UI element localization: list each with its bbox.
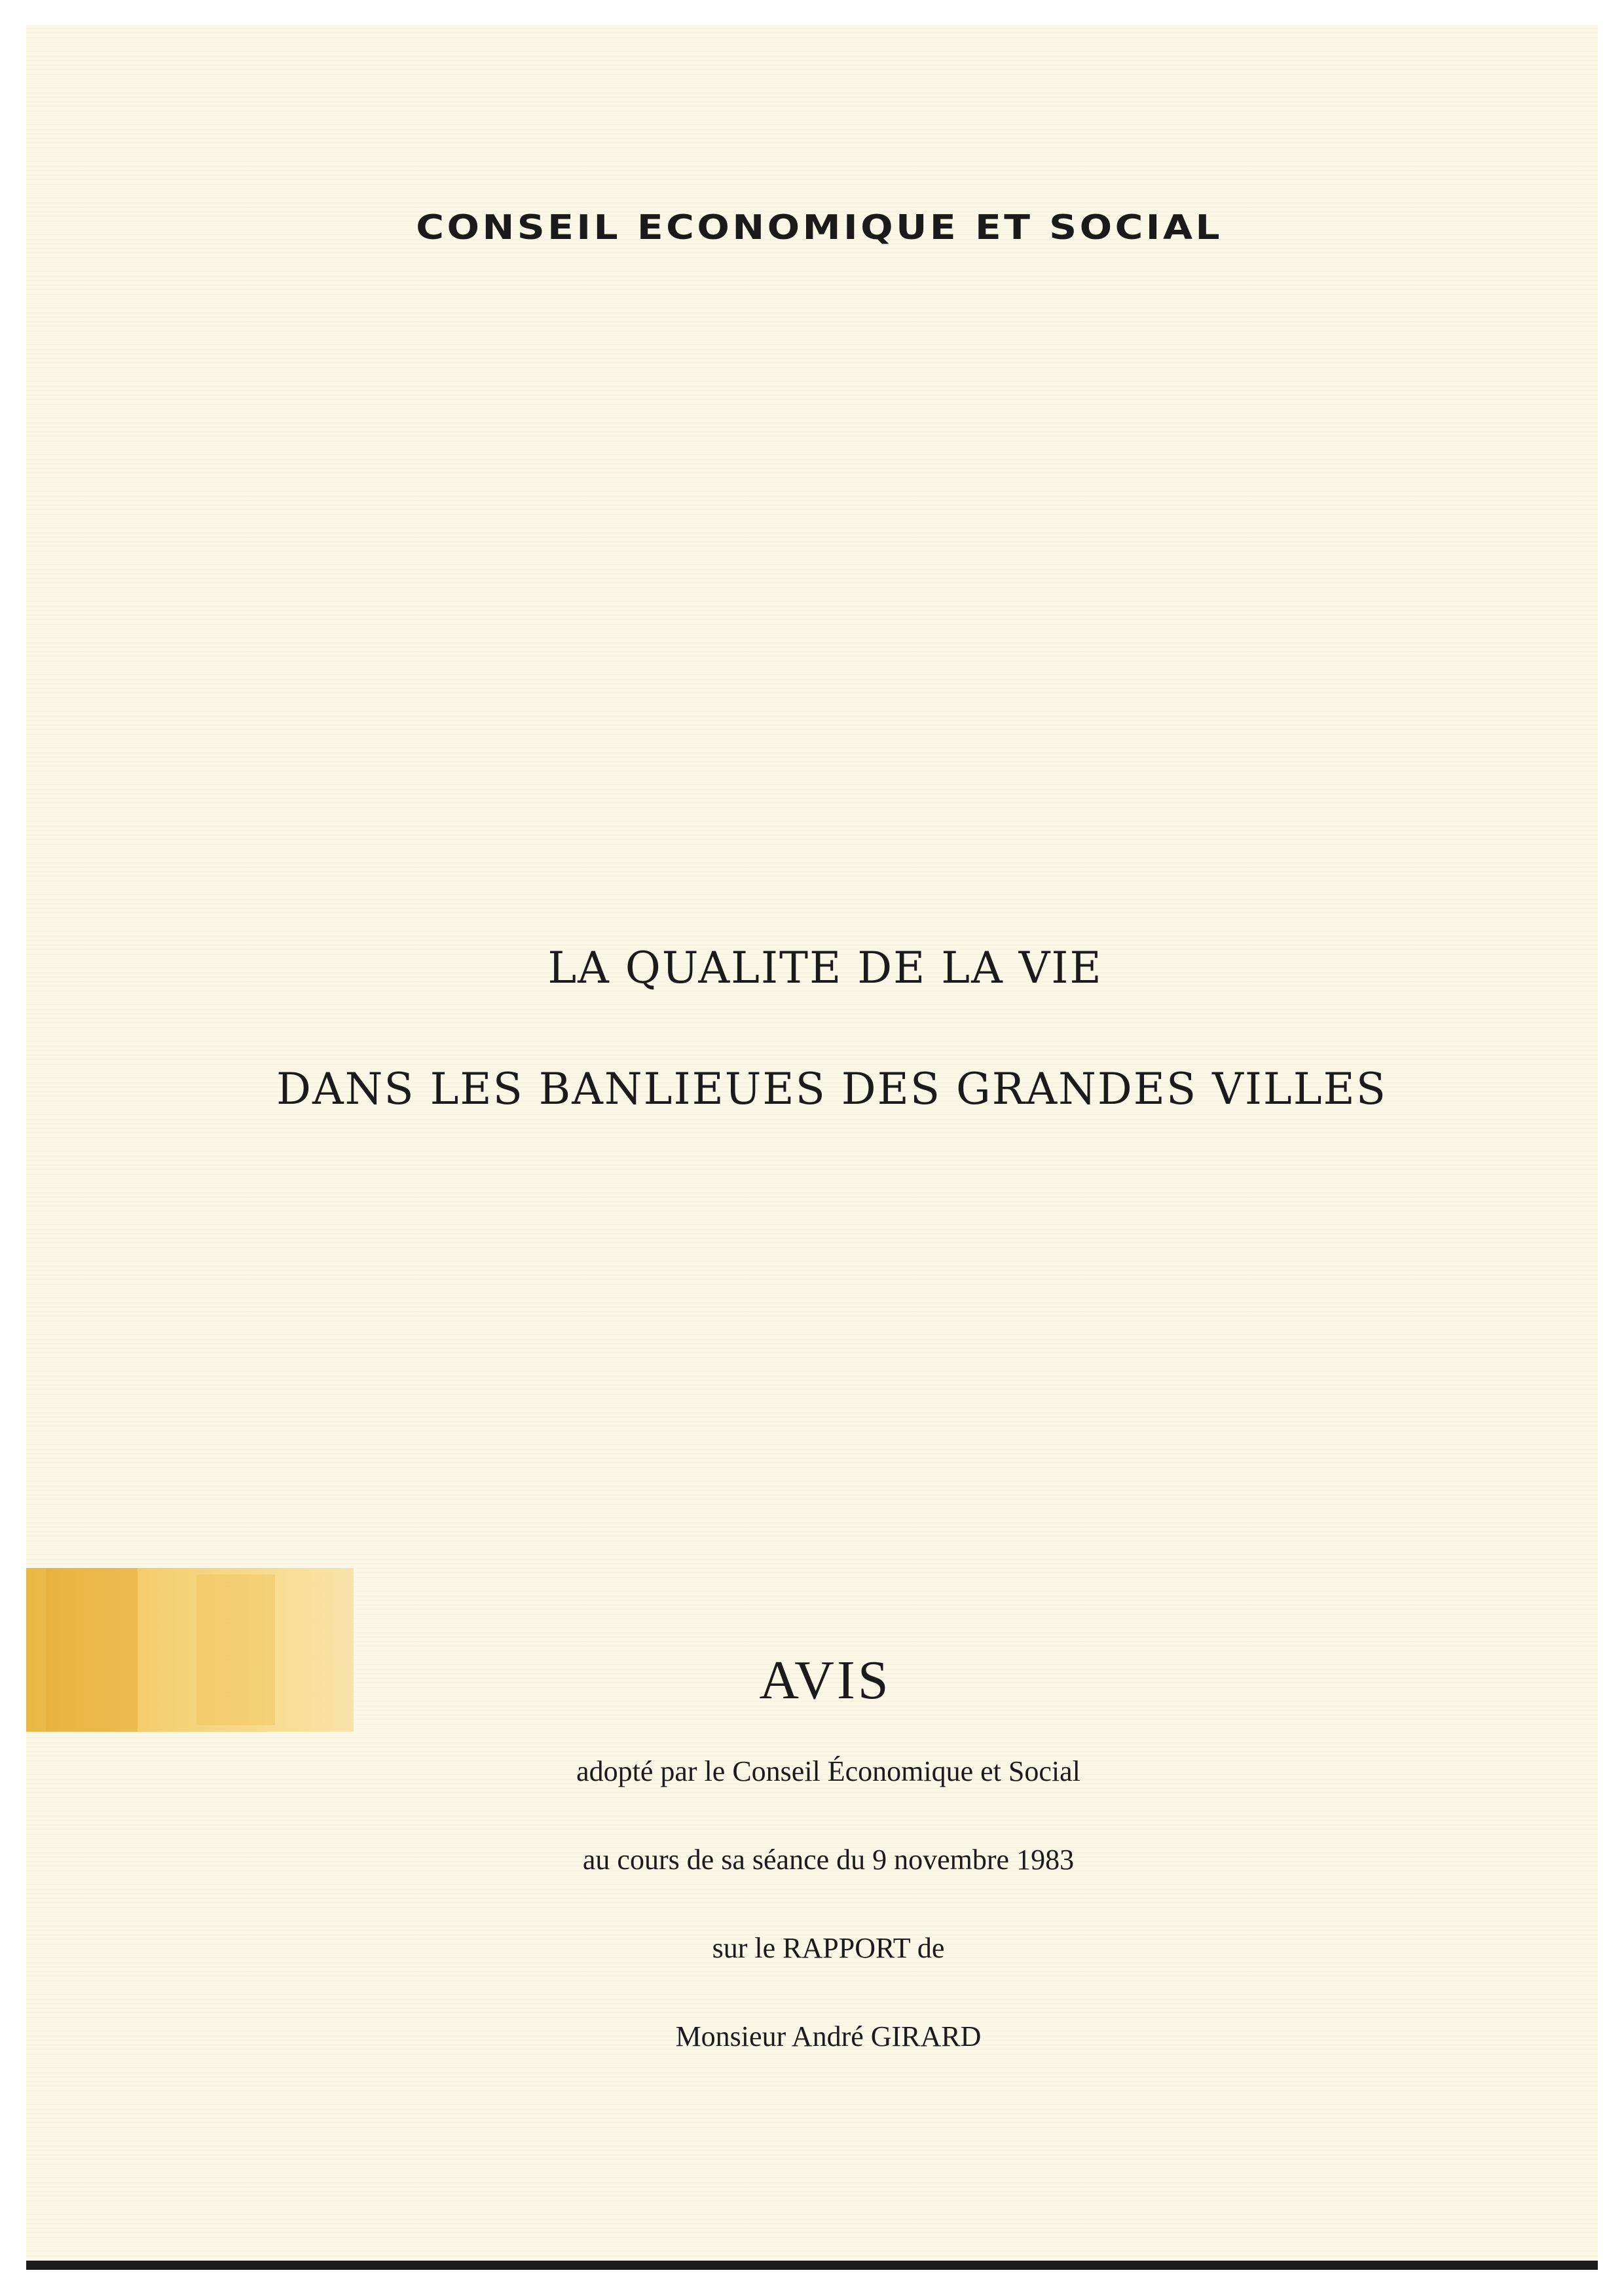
report-line: sur le RAPPORT de [712,1932,945,1964]
title-line-2: DANS LES BANLIEUES DES GRANDES VILLES [276,1064,1387,1114]
document-page [26,25,1598,2261]
session-line: au cours de sa séance du 9 novembre 1983 [582,1844,1075,1876]
title-line-1: LA QUALITE DE LA VIE [547,943,1103,993]
scan-edge [26,2261,1598,2270]
organization-header: CONSEIL ECONOMIQUE ET SOCIAL [416,208,1223,247]
adoption-line: adopté par le Conseil Économique et Social [576,1755,1080,1787]
document-type: AVIS [759,1650,891,1711]
author-line: Monsieur André GIRARD [675,2020,982,2052]
